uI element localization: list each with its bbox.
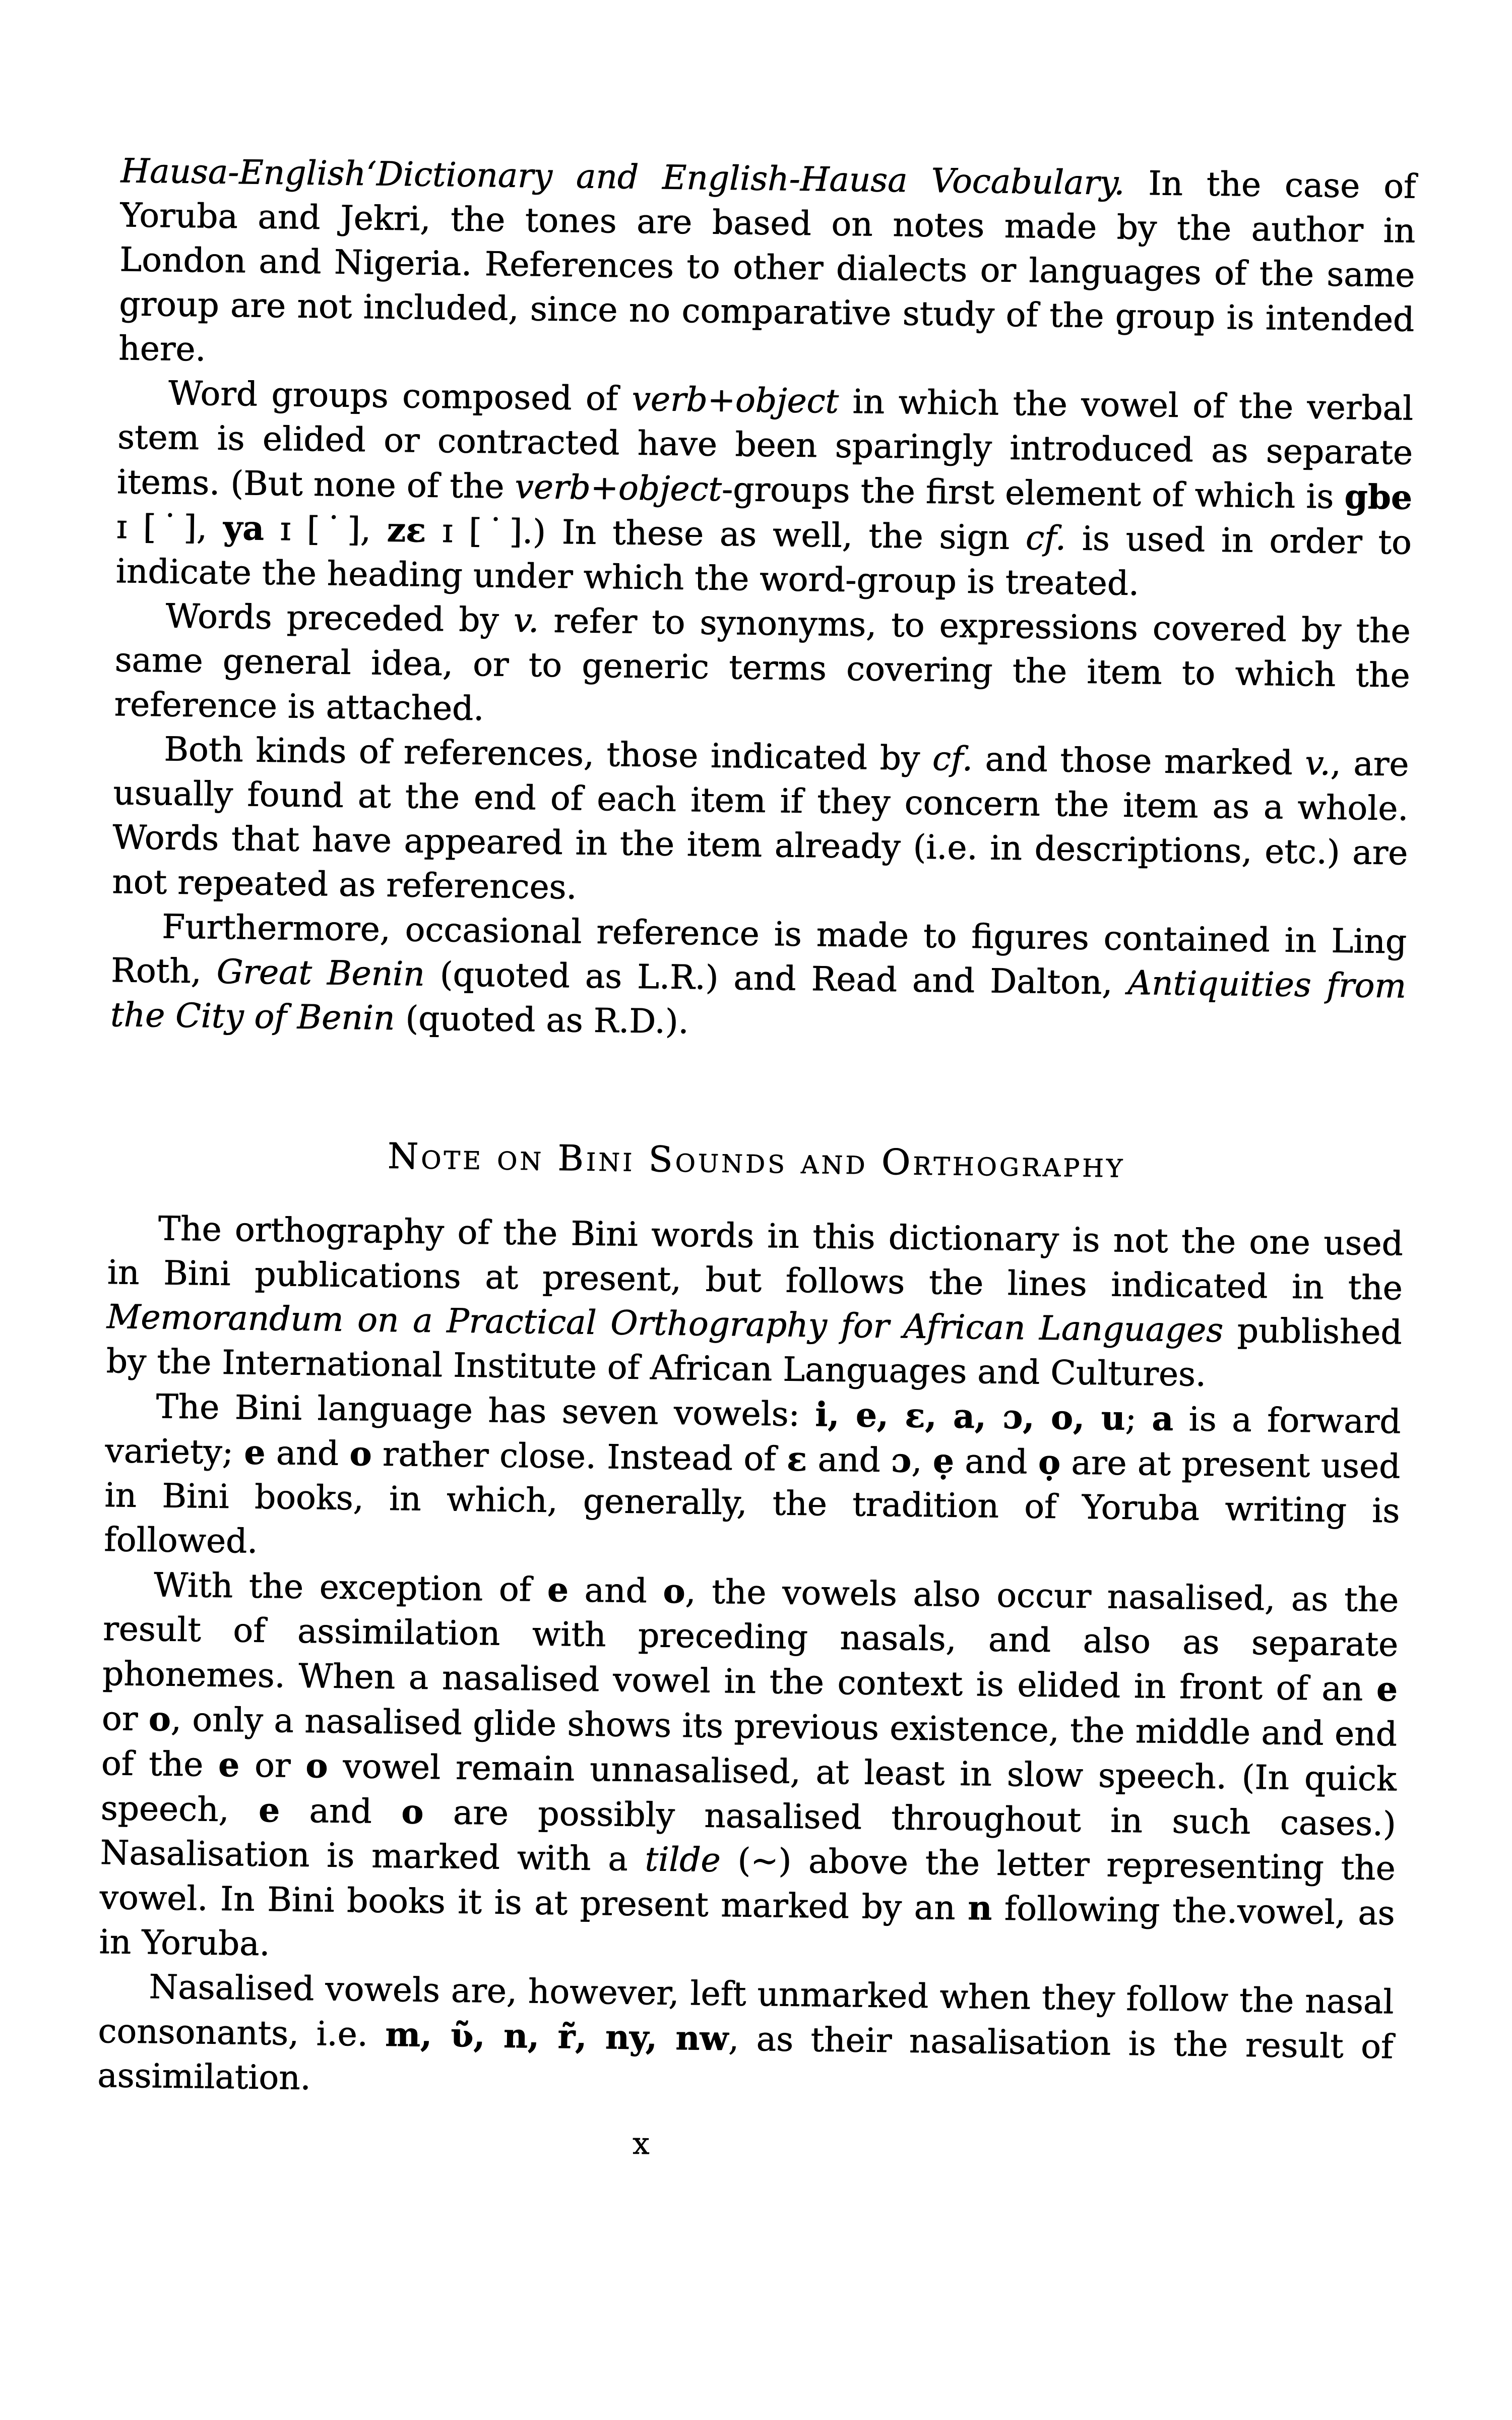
page-number: x [632, 2126, 650, 2162]
paragraph-dictionary-sources: Hausa-English‘Dictionary and English-Hausa Vocabulary. In the case of Yoruba and Jekri, the tones are based on notes made by the author in London and Nigeria. References to other dialects or languages of the same group are not included, since no comparative study of the group is intended here. [118, 151, 1416, 369]
paragraph-nasalised-vowels: With the exception of e and o, the vowels also occur nasalised, as the result of assimilation with preceding nasals, and also as separate phonemes. When a nasalised vowel in the context is elided in front of an e or o, only a nasalised glide shows its previous existence, the middle and end of the e or o vowel remain unnasalised, at least in slow speech. (In quick speech, e and o are possibly nasalised throughout in such cases.) Nasalisation is marked with a tilde (~) above the letter representing the vowel. In Bini books it is at present marked by an n following the.vowel, as in Yoruba. [99, 1565, 1399, 1963]
paragraph-furthermore-figures: Furthermore, occasional reference is made to figures contained in Ling Roth, Great Benin (quoted as L.R.) and Read and Dalton, Antiquities from the City of Benin (quoted as R.D.). [110, 907, 1407, 1041]
page-text-block [96, 149, 1416, 2175]
paragraph-words-preceded-by-v: Words preceded by v. refer to synonyms, to expressions covered by the same general idea, or to generic terms covering the item to which the reference is attached. [114, 596, 1411, 728]
paragraph-nasal-consonants: Nasalised vowels are, however, left unmarked when they follow the nasal consonants, i.e. m, ʋ̃, n, r̃, ny, nw, as their nasalisation is the result of assimilation. [97, 1967, 1394, 2097]
paragraph-word-groups: Word groups composed of verb+object in which the vowel of the verbal stem is elided or contracted have been sparingly introduced as separate items. (But none of the verb+object-groups the first element of which is gbe ɪ [˙], ya ɪ [˙], zɛ ɪ [˙].) In these as well, the sign cf. is used in order to indicate the heading under which the word-group is treated. [115, 374, 1414, 603]
paragraph-seven-vowels: The Bini language has seven vowels: i, e, ɛ, a, ɔ, o, u; a is a forward variety; e and o rather close. Instead of ɛ and ɔ, ẹ and ọ are at present used in Bini books, in which, generally, the tradition of Yoruba writing is followed. [103, 1387, 1401, 1561]
paragraph-both-kinds-of-references: Both kinds of references, those indicated by cf. and those marked v., are usually found at the end of each item if they concern the item as a whole. Words that have appeared in the item already (i.e. in descriptions, etc.) are not repeated as references. [111, 730, 1409, 907]
paragraph-orthography-source: The orthography of the Bini words in this dictionary is not the one used in Bini publications at present, but follows the lines indicated in the Memorandum on a Practical Orthography for African Languages published by the International Institute of African Languages and Cultures. [106, 1209, 1404, 1394]
section-heading: Note on Bini Sounds and Orthography [387, 1135, 1125, 1186]
